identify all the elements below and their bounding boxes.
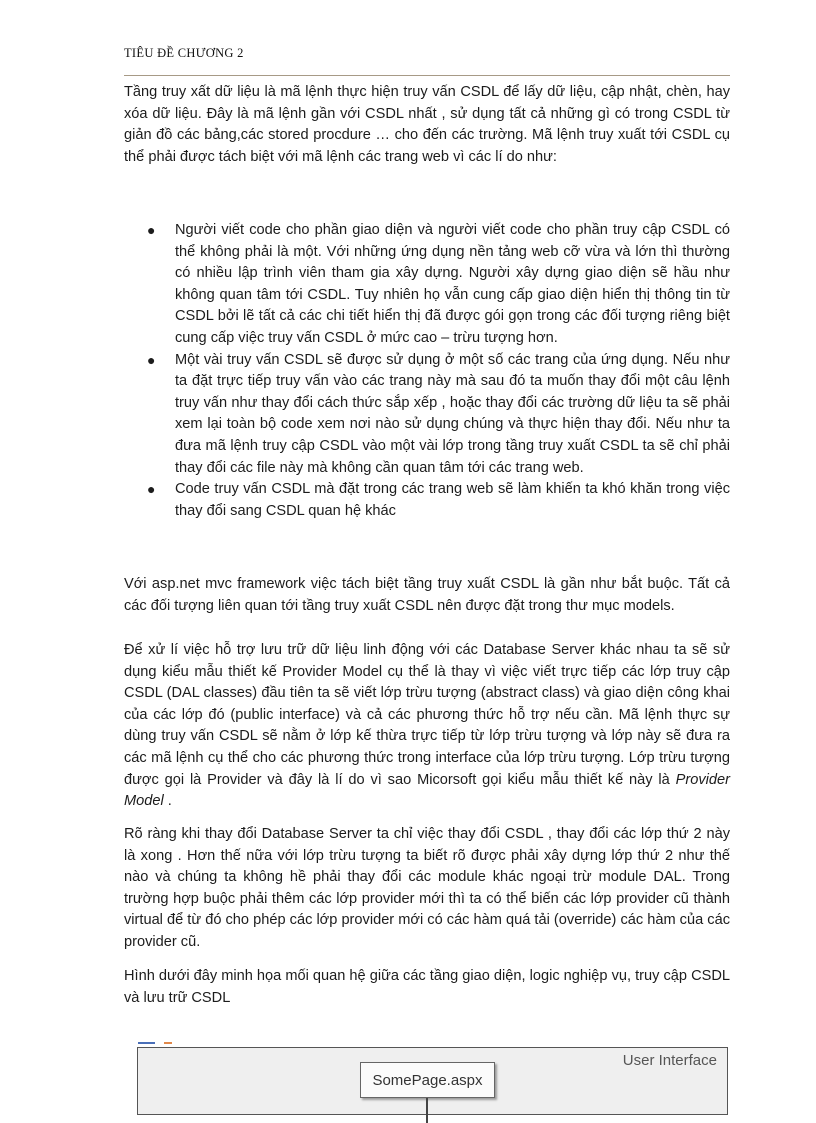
figure-marks [138, 1042, 178, 1046]
list-item-text: Một vài truy vấn CSDL sẽ được sử dụng ở một số các trang của ứng dụng. Nếu như ta đặt trực tiếp truy vấn vào các trang này mà sau đó ta muốn thay đổi một câu lệnh truy vấn như thay đổi cách thức sắp xếp , hoặc thay đổi các trường dữ liệu ta sẽ phải xem lại toàn bộ code xem nơi nào sử dụng chúng và thực hiện thay đổi. Nếu như ta đưa mã lệnh truy cập CSDL vào một vài lớp trong tầng truy xuất CSDL ta sẽ chỉ phải thay đổi các file này mà không cần quan tâm tới các trang web. [175, 351, 730, 476]
list-item-text: Code truy vấn CSDL mà đặt trong các trang web sẽ làm khiến ta khó khăn trong việc thay đổi sang CSDL quan hệ khác [175, 481, 730, 519]
bullet-icon: ● [147, 351, 156, 368]
provider-model-term: Provider Model [124, 771, 730, 810]
layer-label: User Interface [622, 1052, 717, 1069]
db-change-paragraph: Rõ ràng khi thay đổi Database Server ta chỉ việc thay đổi CSDL , thay đổi các lớp thứ 2 này là xong . Hơn thế nữa với lớp trừu tượng ta biết rõ được phải xây dựng lớp thứ 2 như thế nào và chúng ta không hề phải thay đổi các module khác ngoại trừ module DAL. Trong trường hợp buộc phải thêm các lớp provider mới thì ta có thể biến các lớp provider cũ thành virtual để từ đó cho phép các lớp provider mới có các hàm quá tải (override) các hàm của các provider cũ. [124, 826, 730, 950]
list-item [124, 350, 730, 480]
list-item [124, 479, 730, 522]
provider-paragraph [124, 640, 730, 813]
intro-paragraph: Tầng truy xất dữ liệu là mã lệnh thực hiện truy vấn CSDL để lấy dữ liệu, cập nhật, chèn, hay xóa dữ liệu. Đây là mã lệnh gần với CSDL nhất , sử dụng tất cả những gì có trong CSDL từ giản đồ các bảng,các stored procdure … cho đến các trường. Mã lệnh truy xuất tới CSDL cụ thể phải được tách biệt với mã lệnh các trang web vì các lí do như: [124, 84, 730, 165]
reasons-list [124, 220, 730, 522]
figure-mark-blue [138, 1042, 155, 1044]
header-rule [124, 75, 730, 76]
chapter-header: TIÊU ĐỀ CHƯƠNG 2 [124, 46, 244, 60]
user-interface-layer [137, 1047, 728, 1115]
mvc-paragraph: Với asp.net mvc framework việc tách biệt tầng truy xuất CSDL là gần như bắt buộc. Tất cả các đối tượng liên quan tới tầng truy xuất CSDL nên được đặt trong thư mục models. [124, 576, 730, 614]
figure-mark-orange [164, 1042, 172, 1044]
list-item [124, 220, 730, 350]
figure-connector-line [426, 1098, 428, 1123]
somepage-box: SomePage.aspx [360, 1062, 495, 1098]
provider-paragraph-end: . [163, 793, 172, 810]
bullet-icon: ● [147, 481, 156, 498]
figure-intro-paragraph: Hình dưới đây minh họa mối quan hệ giữa các tầng giao diện, logic nghiệp vụ, truy cập CSDL và lưu trữ CSDL [124, 968, 730, 1006]
list-item-text: Người viết code cho phần giao diện và người viết code cho phần truy cập CSDL có thể không phải là một. Với những ứng dụng nền tảng web cỡ vừa và lớn thì thường có nhiều lập trình viên tham gia xây dựng. Người xây dựng giao diện sẽ hầu như không quan tâm tới CSDL. Tuy nhiên họ vẫn cung cấp giao diện hiển thị thông tin từ CSDL bởi lẽ tất cả các chi tiết hiển thị đã được gói gọn trong các đối tượng riêng biệt cung cấp việc truy vấn CSDL ở mức cao – trừu tượng hơn. [175, 222, 730, 346]
provider-paragraph-text: Để xử lí việc hỗ trợ lưu trữ dữ liệu linh động với các Database Server khác nhau ta sẽ sử dụng kiểu mẫu thiết kế Provider Model cụ thể là thay vì việc viết trực tiếp các lớp truy cập CSDL (DAL classes) đầu tiên ta sẽ viết lớp trừu tượng (abstract class) và giao diện công khai của các lớp đó (public interface) và cả các phương thức hỗ trợ nếu cần. Mã lệnh thực sự dùng truy vấn CSDL sẽ nằm ở lớp kế thừa trực tiếp từ lớp trừu tượng và lớp này sẽ đưa ra các mã lệnh cụ thể cho các phương thức trong interface của lớp trừu tượng. Lớp trừu tượng được gọi là Provider và đây là lí do vì sao Micorsoft gọi kiểu mẫu thiết kế này là [124, 642, 730, 788]
bullet-icon: ● [147, 222, 156, 238]
